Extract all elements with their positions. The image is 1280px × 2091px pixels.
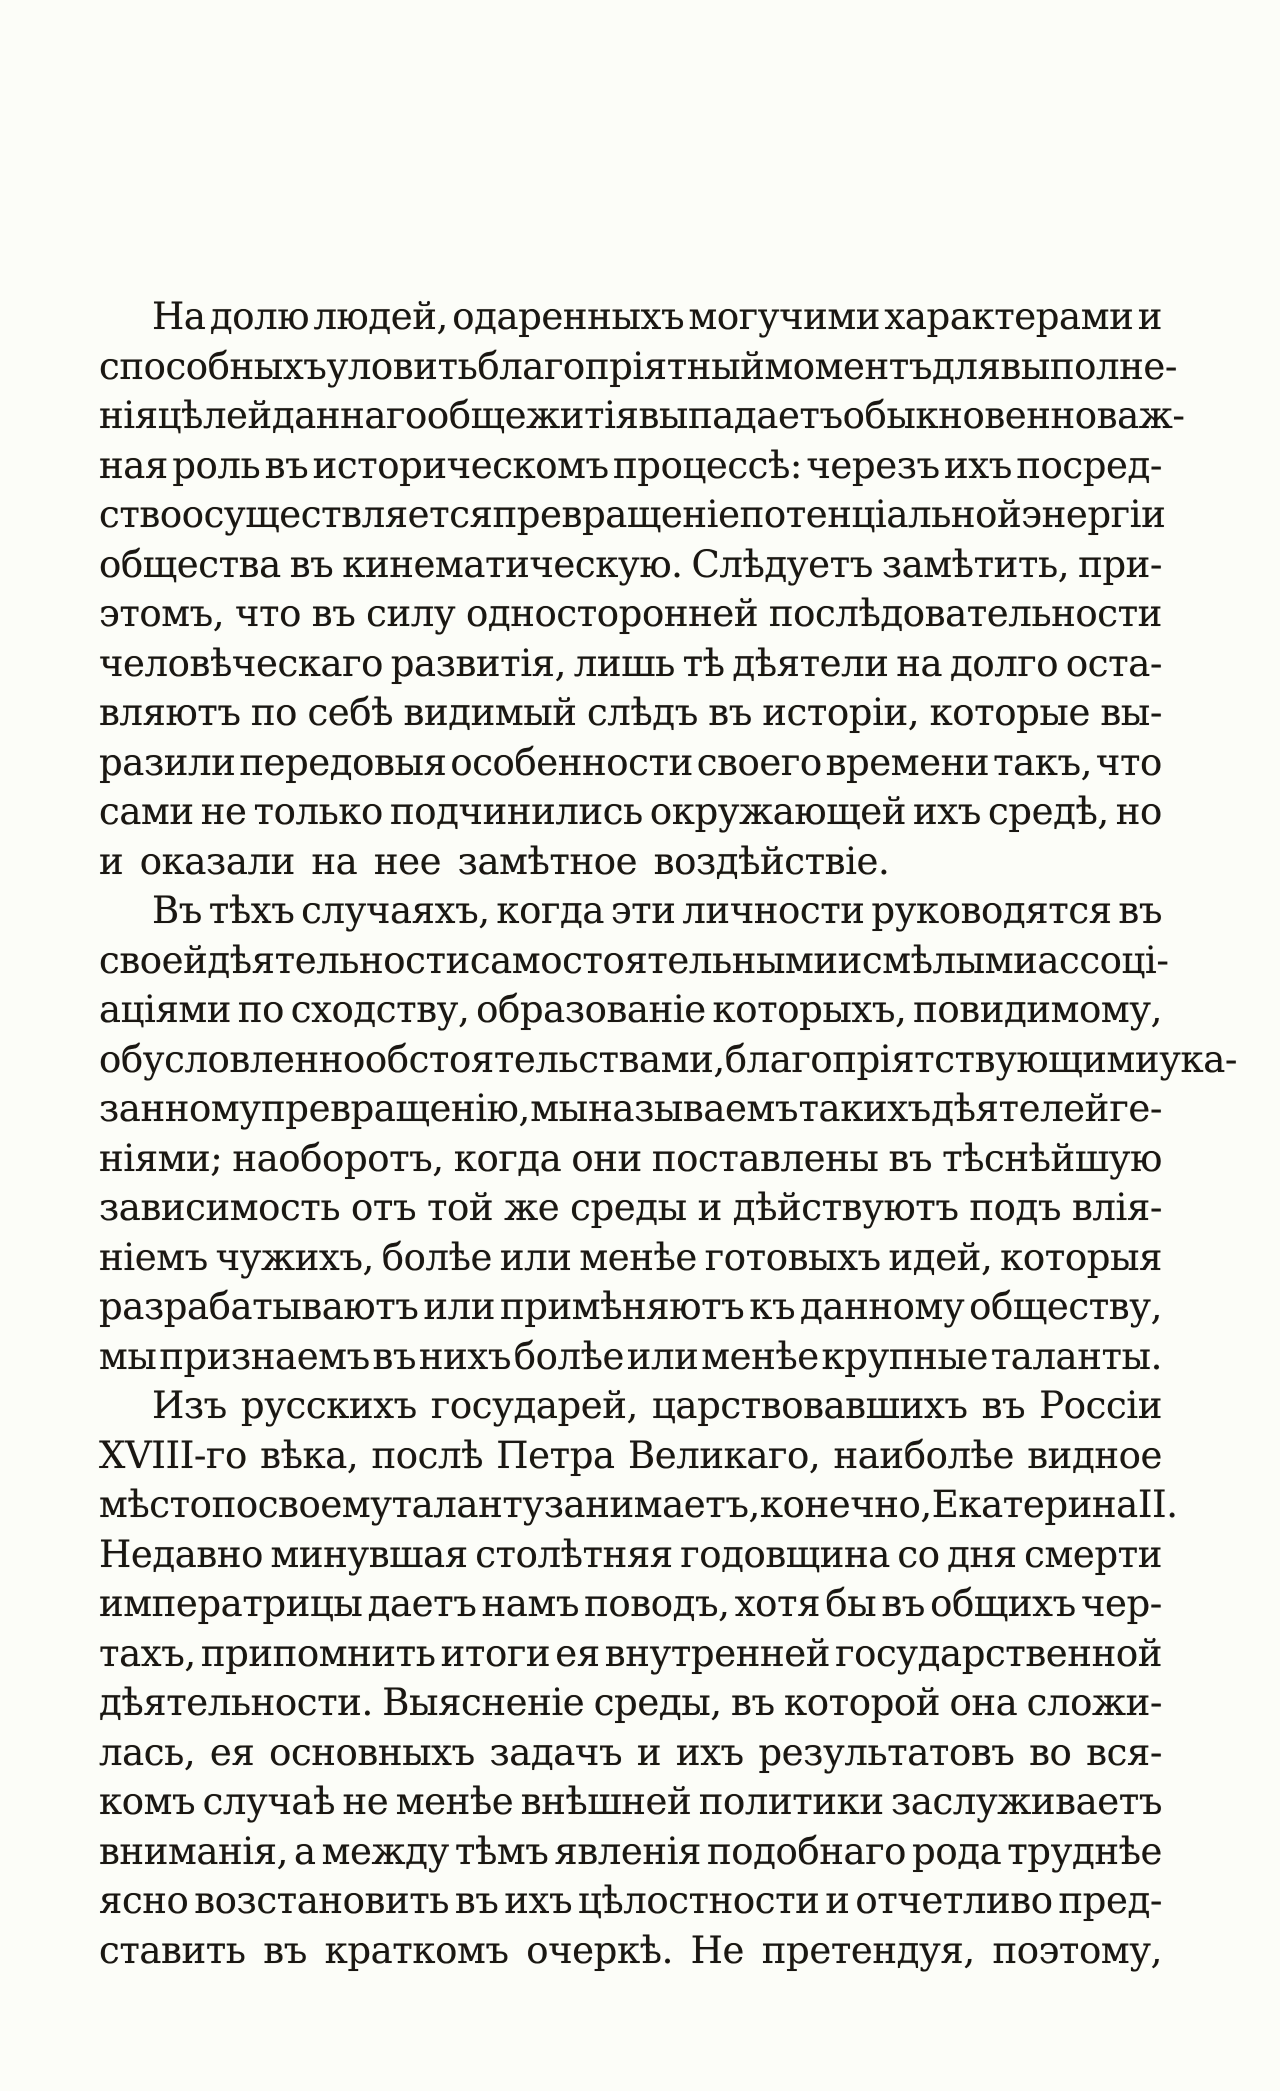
text-line: Недавно минувшая столѣтняя годовщина со дня смерти (99, 1532, 1162, 1576)
text-line: Въ тѣхъ случаяхъ, когда эти личности руководятся въ (152, 889, 1162, 932)
text-line: ніемъ чужихъ, болѣе или менѣе готовыхъ идей, которыя (99, 1235, 1162, 1279)
text-line: занному превращенію, мы называемъ такихъ дѣятелей ге- (99, 1087, 1162, 1130)
text-line: мѣсто по своему таланту занимаетъ, конечно, Екатерина II. (99, 1483, 1178, 1526)
text-line: комъ случаѣ не менѣе внѣшней политики заслуживаетъ (99, 1780, 1162, 1823)
text-line: и оказали на нее замѣтное воздѣйствіе. (99, 839, 890, 883)
text-line: человѣческаго развитія, лишь тѣ дѣятели на долго оста- (99, 641, 1162, 685)
text-line: вниманія, а между тѣмъ явленія подобнаго рода труднѣе (99, 1829, 1162, 1873)
text-line: своей дѣятельности самостоятельными и смѣлыми ассоці- (99, 938, 1169, 982)
text-line: Изъ русскихъ государей, царствовавшихъ въ Россіи (152, 1384, 1162, 1427)
text-line: способныхъ уловить благопріятный моментъ для выполне- (99, 344, 1178, 388)
text-line: На долю людей, одаренныхъ могучими характерами и (152, 295, 1162, 338)
text-line: разили передовыя особенности своего времени такъ, что (99, 740, 1162, 784)
text-line: ная роль въ историческомъ процессѣ: черезъ ихъ посред- (99, 443, 1162, 487)
text-line: дѣятельности. Выясненіе среды, въ которой она сложи- (99, 1681, 1162, 1724)
text-line: ставить въ краткомъ очеркѣ. Не претендуя, поэтому, (99, 1928, 1162, 1972)
text-line: ясно возстановить въ ихъ цѣлостности и отчетливо пред- (99, 1879, 1162, 1922)
page-text-block (99, 292, 1237, 1975)
text-line: лась, ея основныхъ задачъ и ихъ результатовъ во вся- (99, 1730, 1162, 1774)
text-line: вляютъ по себѣ видимый слѣдъ въ исторіи, которые вы- (99, 691, 1162, 734)
text-line: мы признаемъ въ нихъ болѣе или менѣе крупные таланты. (99, 1334, 1162, 1378)
text-line: ство осуществляется превращеніе потенціальной энергіи (99, 493, 1166, 536)
text-line: тахъ, припомнить итоги ея внутренней государственной (99, 1631, 1162, 1675)
text-line: сами не только подчинились окружающей ихъ средѣ, но (99, 790, 1162, 833)
text-line: общества въ кинематическую. Слѣдуетъ замѣтить, при- (99, 542, 1162, 586)
text-line: обусловленно обстоятельствами, благопріятствующими ука- (99, 1037, 1237, 1081)
text-line: XVIII-го вѣка, послѣ Петра Великаго, наиболѣе видное (99, 1433, 1162, 1477)
text-line: разрабатываютъ или примѣняютъ къ данному обществу, (99, 1285, 1162, 1328)
text-line: нія цѣлей даннаго общежитія выпадаетъ обыкновенно важ- (99, 394, 1185, 437)
text-line: аціями по сходству, образованіе которыхъ, повидимому, (99, 988, 1162, 1031)
text-line: ніями; наоборотъ, когда они поставлены въ тѣснѣйшую (99, 1136, 1162, 1180)
text-line: зависимость отъ той же среды и дѣйствуютъ подъ влія- (99, 1186, 1162, 1229)
text-line: этомъ, что въ силу односторонней послѣдовательности (99, 592, 1162, 635)
text-line: императрицы даетъ намъ поводъ, хотя бы въ общихъ чер- (99, 1582, 1162, 1625)
